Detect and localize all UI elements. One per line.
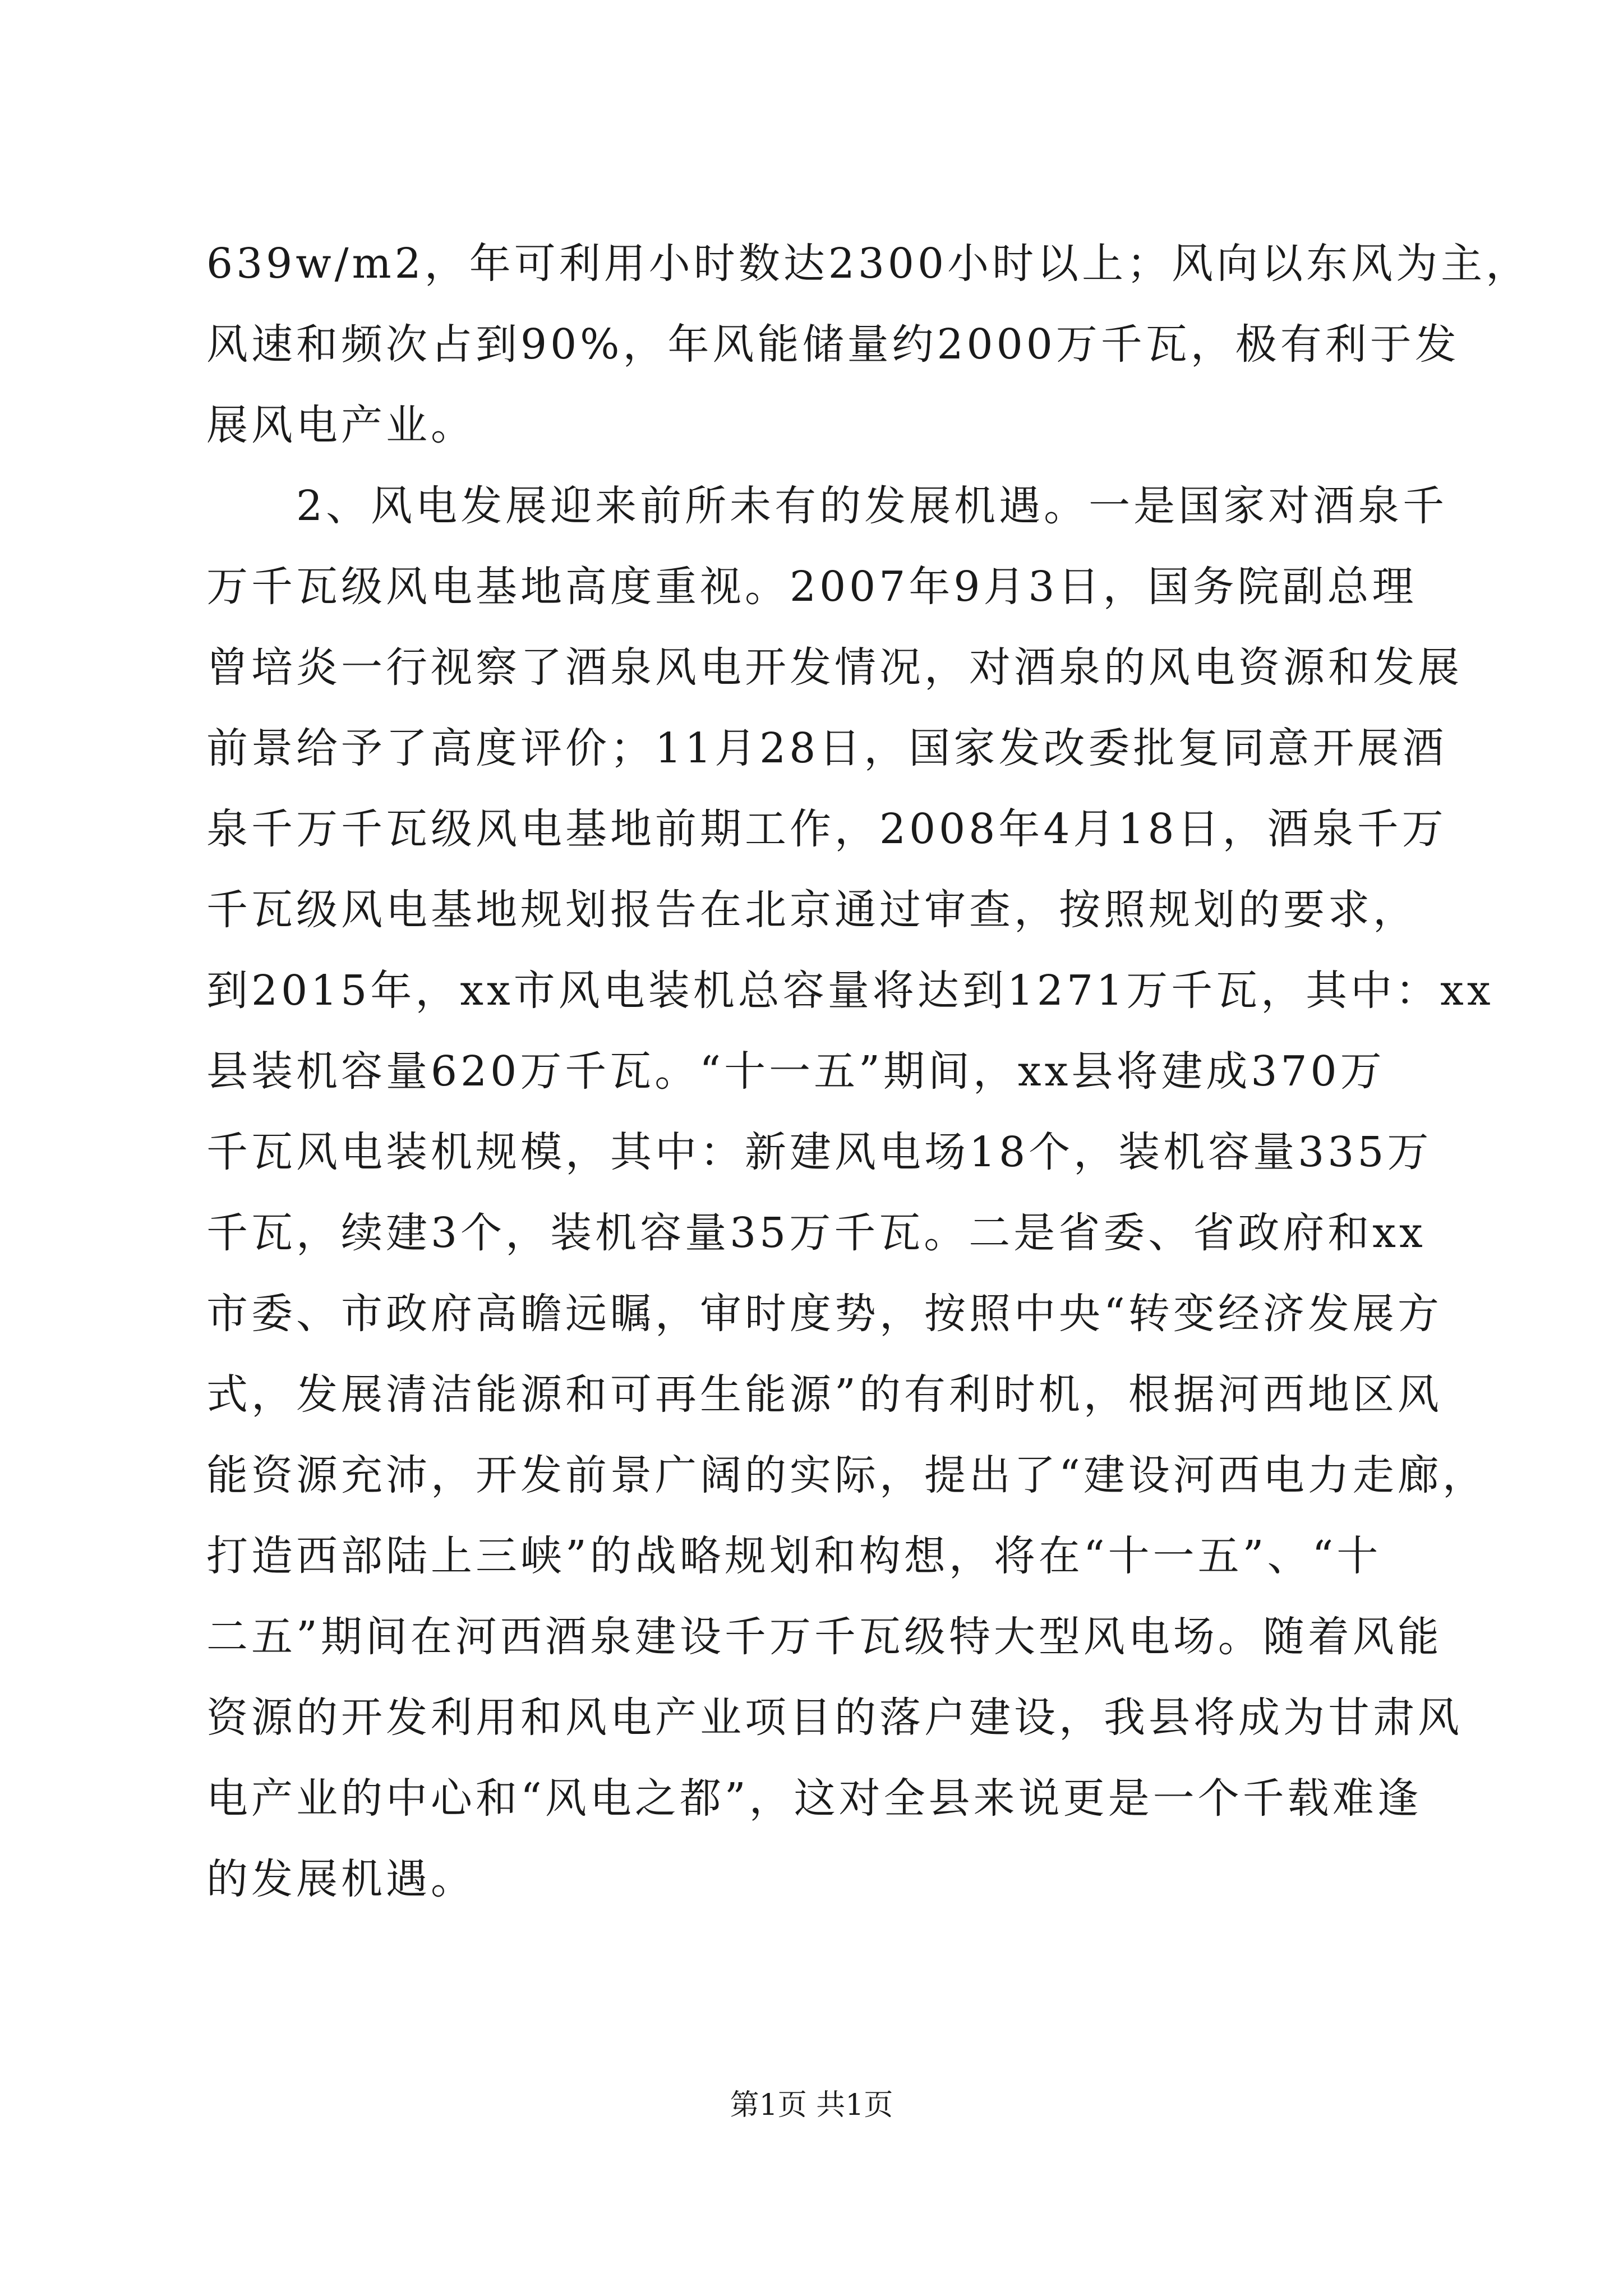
text-line: 千瓦级风电基地规划报告在北京通过审查，按照规划的要求， [206,886,1418,934]
page-number: 第1页 共1页 [730,2088,893,2122]
text-line: 县装机容量620万千瓦。“十一五”期间，xx县将建成370万 [206,1047,1385,1096]
text-line: 展风电产业。 [206,401,476,449]
text-line: 二五”期间在河西酒泉建设千万千瓦级特大型风电场。随着风能 [206,1613,1442,1661]
text-line: 电产业的中心和“风电之都”，这对全县来说更是一个千载难逢 [206,1774,1422,1823]
text-line: 639w/m2，年可利用小时数达2300小时以上；风向以东风为主， [206,240,1531,288]
text-line: 2、风电发展迎来前所未有的发展机遇。一是国家对酒泉千 [206,482,1448,530]
page-footer [0,2086,1623,2125]
text-line: 万千瓦级风电基地高度重视。2007年9月3日，国务院副总理 [206,563,1417,611]
text-line: 的发展机遇。 [206,1855,476,1903]
document-body [206,223,1531,1920]
text-line: 千瓦风电装机规模，其中：新建风电场18个，装机容量335万 [206,1128,1432,1176]
text-line: 式，发展清洁能源和可再生能源”的有利时机，根据河西地区风 [206,1370,1442,1419]
text-line: 前景给予了高度评价；11月28日，国家发改委批复同意开展酒 [206,724,1447,772]
text-line: 打造西部陆上三峡”的战略规划和构想，将在“十一五”、“十 [206,1532,1382,1580]
text-line: 市委、市政府高瞻远瞩，审时度势，按照中央“转变经济发展方 [206,1290,1442,1338]
text-line: 曾培炎一行视察了酒泉风电开发情况，对酒泉的风电资源和发展 [206,643,1463,692]
text-line: 到2015年，xx市风电装机总容量将达到1271万千瓦，其中：xx [206,967,1494,1015]
text-line: 能资源充沛，开发前景广阔的实际，提出了“建设河西电力走廊， [206,1451,1487,1499]
text-line: 千瓦，续建3个，装机容量35万千瓦。二是省委、省政府和xx [206,1209,1426,1257]
text-line: 资源的开发利用和风电产业项目的落户建设，我县将成为甘肃风 [206,1694,1463,1742]
text-line: 风速和频次占到90%，年风能储量约2000万千瓦，极有利于发 [206,320,1460,369]
text-line: 泉千万千瓦级风电基地前期工作，2008年4月18日，酒泉千万 [206,805,1447,853]
